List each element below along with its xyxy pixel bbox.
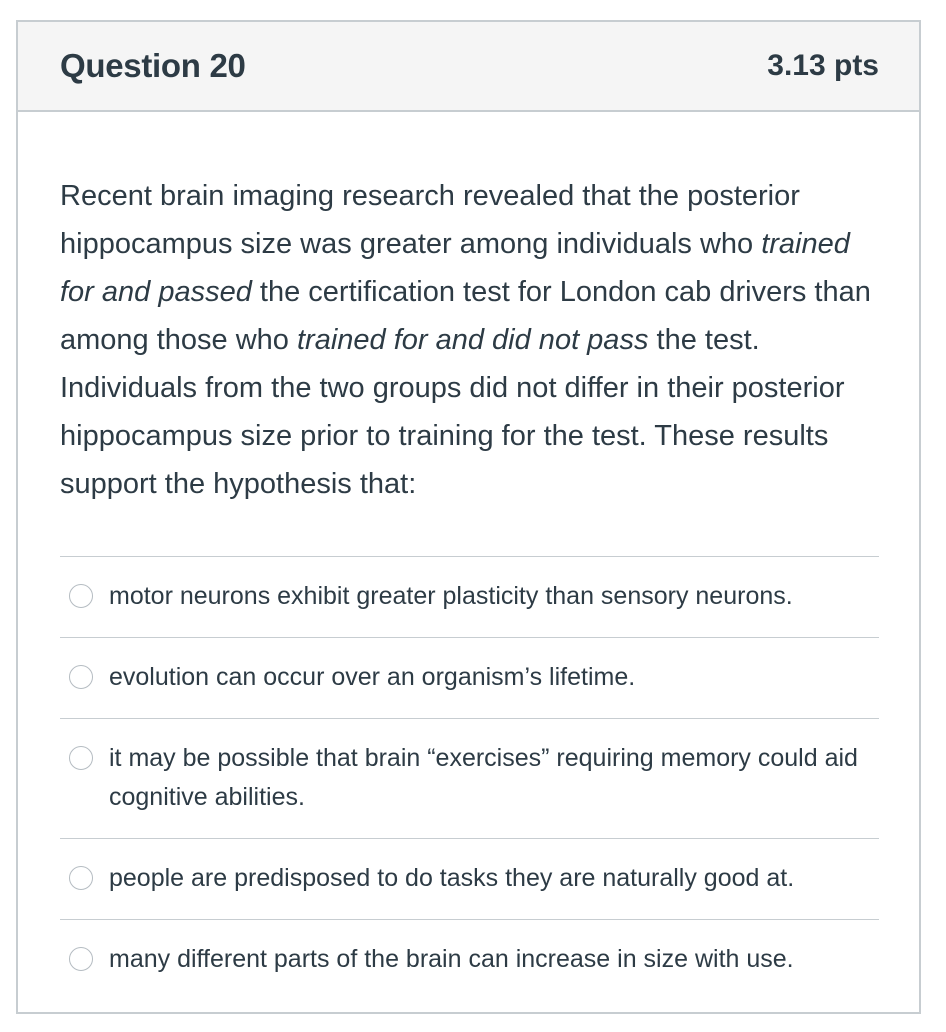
answer-label[interactable]: evolution can occur over an organism’s lifetime. (109, 663, 636, 691)
answer-label[interactable]: people are predisposed to do tasks they are naturally good at. (109, 864, 795, 892)
answer-option-1[interactable] (60, 557, 879, 638)
question-header (18, 22, 919, 112)
question-text-part: the certification test for London cab drivers than among those who (60, 276, 871, 356)
question-text-part: Recent brain imaging research revealed that the posterior hippocampus size was greater among individuals who (60, 180, 800, 260)
radio-button[interactable] (69, 665, 93, 689)
answer-list (60, 556, 879, 1000)
answer-label[interactable]: motor neurons exhibit greater plasticity than sensory neurons. (109, 582, 793, 610)
answer-label[interactable]: it may be possible that brain “exercises” requiring memory could aid cognitive abilities. (109, 744, 858, 811)
answer-option-5[interactable] (60, 920, 879, 1000)
radio-button[interactable] (69, 584, 93, 608)
question-text-emphasis: trained for and did not pass (296, 324, 649, 356)
radio-button[interactable] (69, 746, 93, 770)
answer-option-4[interactable] (60, 839, 879, 920)
question-body (18, 112, 919, 1000)
question-card (16, 20, 921, 1014)
answer-label[interactable]: many different parts of the brain can increase in size with use. (109, 945, 794, 973)
answer-option-3[interactable] (60, 719, 879, 839)
radio-button[interactable] (69, 947, 93, 971)
question-text (60, 172, 879, 508)
radio-button[interactable] (69, 866, 93, 890)
question-title: Question 20 (60, 47, 246, 84)
question-text-emphasis: trained for and passed (60, 228, 850, 308)
answer-option-2[interactable] (60, 638, 879, 719)
question-text-part: the test. Individuals from the two groups did not differ in their posterior hippocampus size prior to training for the test. These results support the hypothesis that: (60, 324, 845, 500)
question-points: 3.13 pts (767, 49, 879, 82)
